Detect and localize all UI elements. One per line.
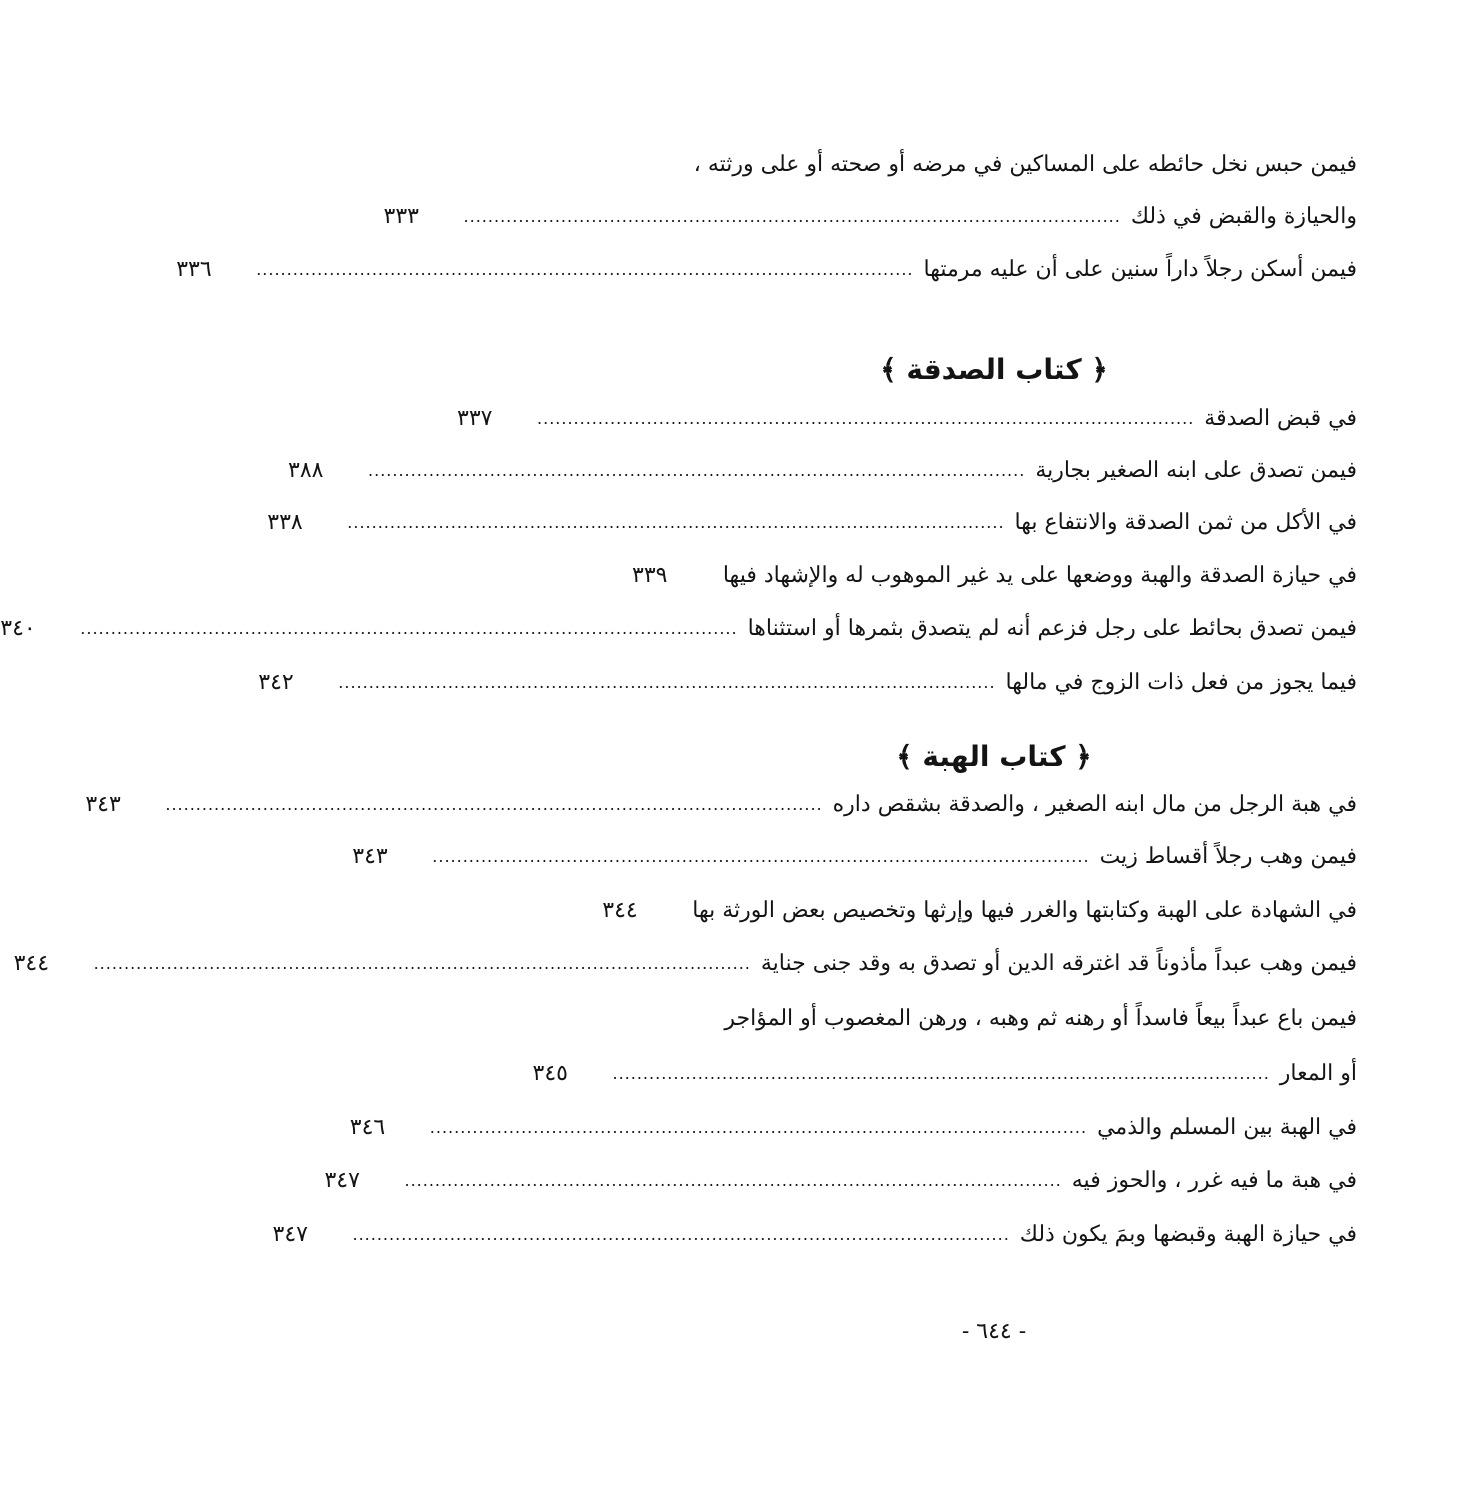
entry-page: ٣٤٣ [85,792,121,817]
toc-entry [13,944,1357,984]
entry-title: أو المعار [1279,1061,1357,1086]
entry-title: في قبض الصدقة [1204,406,1357,431]
entry-page: ٣٣٧ [457,406,493,431]
entry-title: فيمن وهب رجلاً أقساط زيت [1099,844,1357,869]
leader-dots: ............................................................................................................ [612,1064,1270,1083]
leader-dots: ............................................................................................................ [429,1118,1088,1137]
entry-title: فيمن أسكن رجلاً داراً سنين على أن عليه مرمتها [923,257,1357,282]
entry-page: ٣٤٧ [324,1168,360,1193]
entry-page: ٣٣٣ [383,204,419,229]
entry-page: ٣٤٧ [272,1222,308,1247]
section-heading-hiba: ﴿ كتاب الهبة ﴾ [896,740,1092,773]
toc-entry [602,891,1357,931]
entry-title: في هبة ما فيه غرر ، والحوز فيه [1071,1168,1357,1193]
entry-page: ٣٤٠ [0,616,36,641]
toc-entry [349,1108,1357,1148]
toc-entry [272,1215,1357,1255]
entry-title: فيما يجوز من فعل ذات الزوج في مالها [1005,670,1357,695]
toc-entry [632,145,1357,185]
leader-dots: ............................................................................................................ [80,619,738,638]
toc-entry [457,399,1357,439]
toc-entry [324,1161,1357,1201]
leader-dots: ............................................................................................................ [463,207,1121,226]
page-number: - ٦٤٤ - [961,1319,1027,1344]
toc-entry [352,837,1357,877]
entry-title: فيمن تصدق بحائط على رجل فزعم أنه لم يتصدق بثمرها أو استثناها [747,616,1357,641]
leader-dots: ............................................................................................................ [347,513,1005,532]
entry-page: ٣٤٢ [258,670,294,695]
toc-entry [0,609,1357,649]
leader-dots: ............................................................................................................ [256,260,914,279]
toc-entry [383,197,1357,237]
leader-dots: ............................................................................................................ [165,795,823,814]
entry-page: ٣٨٨ [288,458,324,483]
entry-page: ٣٤٤ [13,951,50,976]
section-heading-sadaqa: ﴿ كتاب الصدقة ﴾ [880,353,1108,386]
toc-entry [176,250,1357,290]
toc-entry [632,556,1357,596]
entry-title: في هبة الرجل من مال ابنه الصغير ، والصدقة بشقص داره [832,792,1357,817]
entry-page: ٣٤٤ [602,898,638,923]
entry-title: في الشهادة على الهبة وكتابتها والغرر فيها وإرثها وتخصيص بعض الورثة بها [692,898,1357,923]
entry-title: فيمن حبس نخل حائطه على المساكين في مرضه أو صحته أو على ورثته ، [693,152,1357,177]
leader-dots: ............................................................................................................ [93,954,751,973]
toc-entry [267,503,1357,543]
leader-dots: ............................................................................................................ [432,847,1090,866]
entry-page: ٣٣٦ [176,257,212,282]
leader-dots: ............................................................................................................ [368,461,1026,480]
entry-title: في حيازة الصدقة والهبة ووضعها على يد غير الموهوب له والإشهاد فيها [722,563,1357,588]
leader-dots: ............................................................................................................ [338,673,996,692]
leader-dots: ............................................................................................................ [537,409,1195,428]
entry-title: فيمن تصدق على ابنه الصغير بجارية [1035,458,1357,483]
entry-page: ٣٤٣ [352,844,388,869]
entry-title: في حيازة الهبة وقبضها وبمَ يكون ذلك [1019,1222,1357,1247]
entry-page: ٣٤٦ [349,1115,386,1140]
entry-title: فيمن وهب عبداً مأذوناً قد اغترقه الدين أو تصدق به وقد جنى جناية [760,951,1357,976]
toc-entry [288,451,1357,491]
entry-page: ٣٣٩ [632,563,668,588]
leader-dots [712,556,713,596]
toc-entry [258,663,1357,703]
entry-title: في الأكل من ثمن الصدقة والانتفاع بها [1014,510,1357,535]
entry-title: في الهبة بين المسلم والذمي [1097,1115,1357,1140]
entry-page: ٣٣٨ [267,510,303,535]
leader-dots: ............................................................................................................ [404,1171,1062,1190]
toc-entry [85,785,1357,825]
entry-title: فيمن باع عبداً بيعاً فاسداً أو رهنه ثم وهبه ، ورهن المغصوب أو المؤاجر [724,1006,1357,1031]
entry-page: ٣٤٥ [532,1061,568,1086]
toc-entry [532,1054,1357,1094]
toc-entry [632,999,1357,1039]
leader-dots: ............................................................................................................ [352,1225,1010,1244]
entry-title: والحيازة والقبض في ذلك [1130,204,1357,229]
